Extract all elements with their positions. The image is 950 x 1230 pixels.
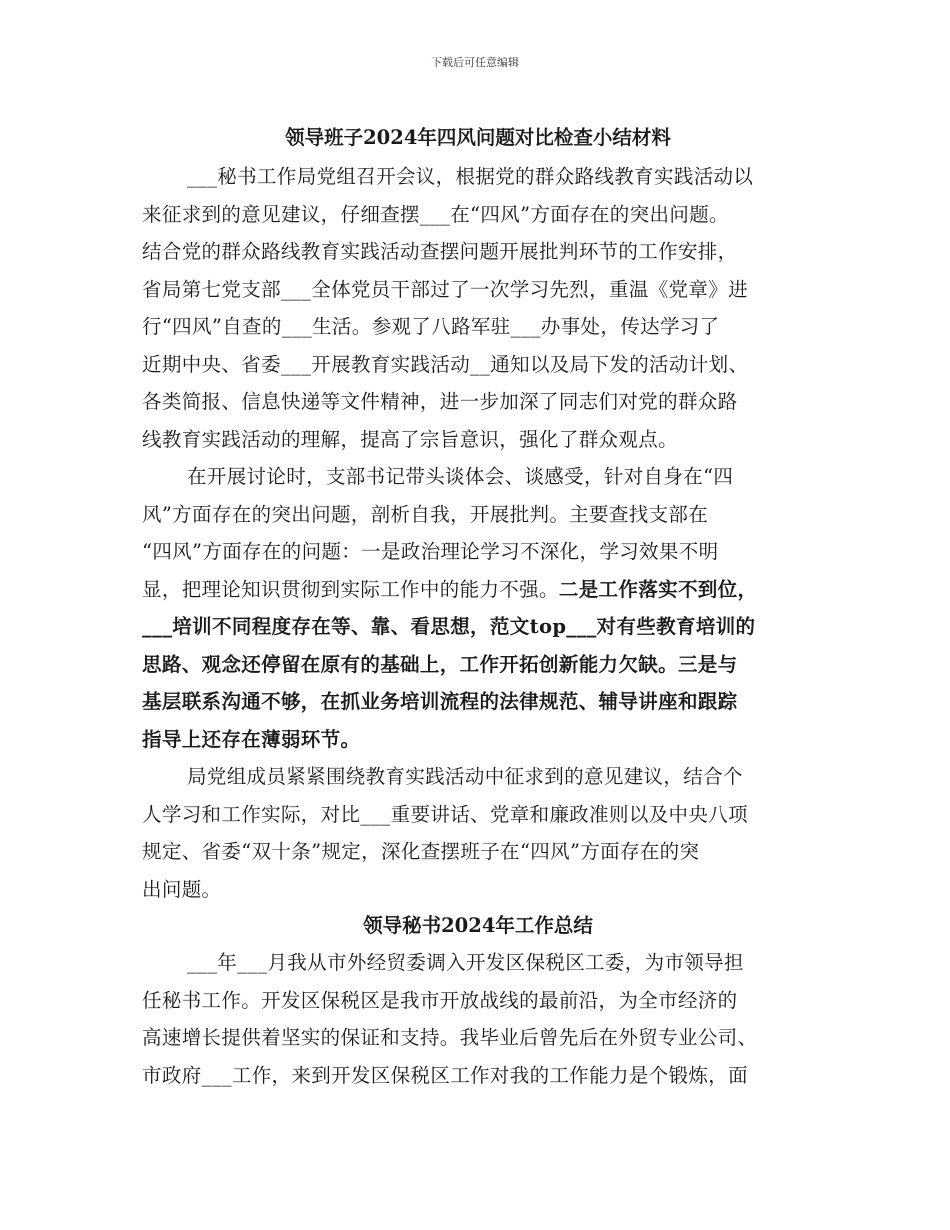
section-2 [142,944,814,1094]
text-line [142,1057,814,1095]
text-line [142,758,814,796]
text-segment: 任秘书工作。开发区保税区是我市开放战线的最前沿，为全市经济的 [142,988,738,1012]
text-line [142,871,814,909]
section-title-2: 领导秘书2024年工作总结 [363,914,593,937]
bold-text: 基层联系沟通不够，在抓业务培训流程的法律规范、辅导讲座和跟踪 [142,690,738,713]
text-segment: 在开展讨论时，支部书记带头谈体会、谈感受，针对自身在“四 [187,465,734,488]
section-1 [142,158,814,908]
text-segment: 线教育实践活动的理解，提高了宗旨意识，强化了群众观点。 [142,427,678,451]
text-segment: “四风”方面存在的问题：一是政治理论学习不深化，学习效果不明 [142,540,719,563]
text-segment: 来征求到的意见建议，仔细查摆___在“四风”方面存在的突出问题。 [142,202,729,226]
bold-text: ___培训不同程度存在等、靠、看思想，范文top___对有些教育培训的 [142,615,756,638]
text-line [142,683,814,721]
text-line [142,421,814,459]
text-line [142,571,814,609]
bold-text: 思路、观念还停留在原有的基础上，工作开拓创新能力欠缺。三是与 [142,652,738,676]
text-line [142,721,814,759]
text-line [142,233,814,271]
text-line [142,196,814,234]
document-title: 领导班子2024年四风问题对比检查小结材料 [285,126,671,149]
text-segment: 省局第七党支部___全体党员干部过了一次学习先烈，重温《党章》进 [142,277,748,301]
document-body [142,120,814,1094]
text-line [142,271,814,309]
text-segment: 显，把理论知识贯彻到实际工作中的能力不强。 [142,577,559,601]
text-segment: 规定、省委“双十条”规定，深化查摆班子在“四风”方面存在的突 [142,840,700,863]
paragraph [142,758,814,908]
text-line [142,496,814,534]
text-segment: ___年___月我从市外经贸委调入开发区保税区工委，为市领导担 [187,951,744,974]
text-segment: 行“四风”自查的___生活。参观了八路军驻___办事处，传达学习了 [142,315,720,338]
text-line [142,158,814,196]
text-segment: 各类简报、信息快递等文件精神，进一步加深了同志们对党的群众路 [142,390,738,413]
text-line [142,308,814,346]
text-line [142,533,814,571]
paragraph [142,158,814,458]
text-line [142,458,814,496]
text-line [142,1019,814,1057]
paragraph [142,944,814,1094]
text-segment: 风”方面存在的突出问题，剖析自我，开展批判。主要查找支部在 [142,502,709,526]
text-segment: 出问题。 [142,877,222,901]
text-segment: 局党组成员紧紧围绕教育实践活动中征求到的意见建议，结合个 [187,765,743,788]
text-line [142,346,814,384]
bold-text: 指导上还存在薄弱环节。 [142,727,361,751]
text-line [142,646,814,684]
text-segment: 人学习和工作实际，对比___重要讲话、党章和廉政准则以及中央八项 [142,802,748,826]
text-segment: 近期中央、省委___开展教育实践活动__通知以及局下发的活动计划、 [142,352,749,376]
text-line [142,383,814,421]
paragraph [142,458,814,758]
text-segment: ___秘书工作局党组召开会议，根据党的群众路线教育实践活动以 [187,165,754,188]
text-line [142,796,814,834]
text-line [142,944,814,982]
header-note: 下载后可任意编辑 [431,56,519,69]
text-line [142,982,814,1020]
text-line [142,608,814,646]
text-line [142,833,814,871]
bold-text: 二是工作落实不到位， [558,577,758,601]
text-segment: 结合党的群众路线教育实践活动查摆问题开展批判环节的工作安排， [142,240,738,263]
text-segment: 高速增长提供着坚实的保证和支持。我毕业后曾先后在外贸专业公司、 [142,1026,758,1049]
text-segment: 市政府___工作，来到开发区保税区工作对我的工作能力是个锻炼，面 [142,1063,748,1087]
